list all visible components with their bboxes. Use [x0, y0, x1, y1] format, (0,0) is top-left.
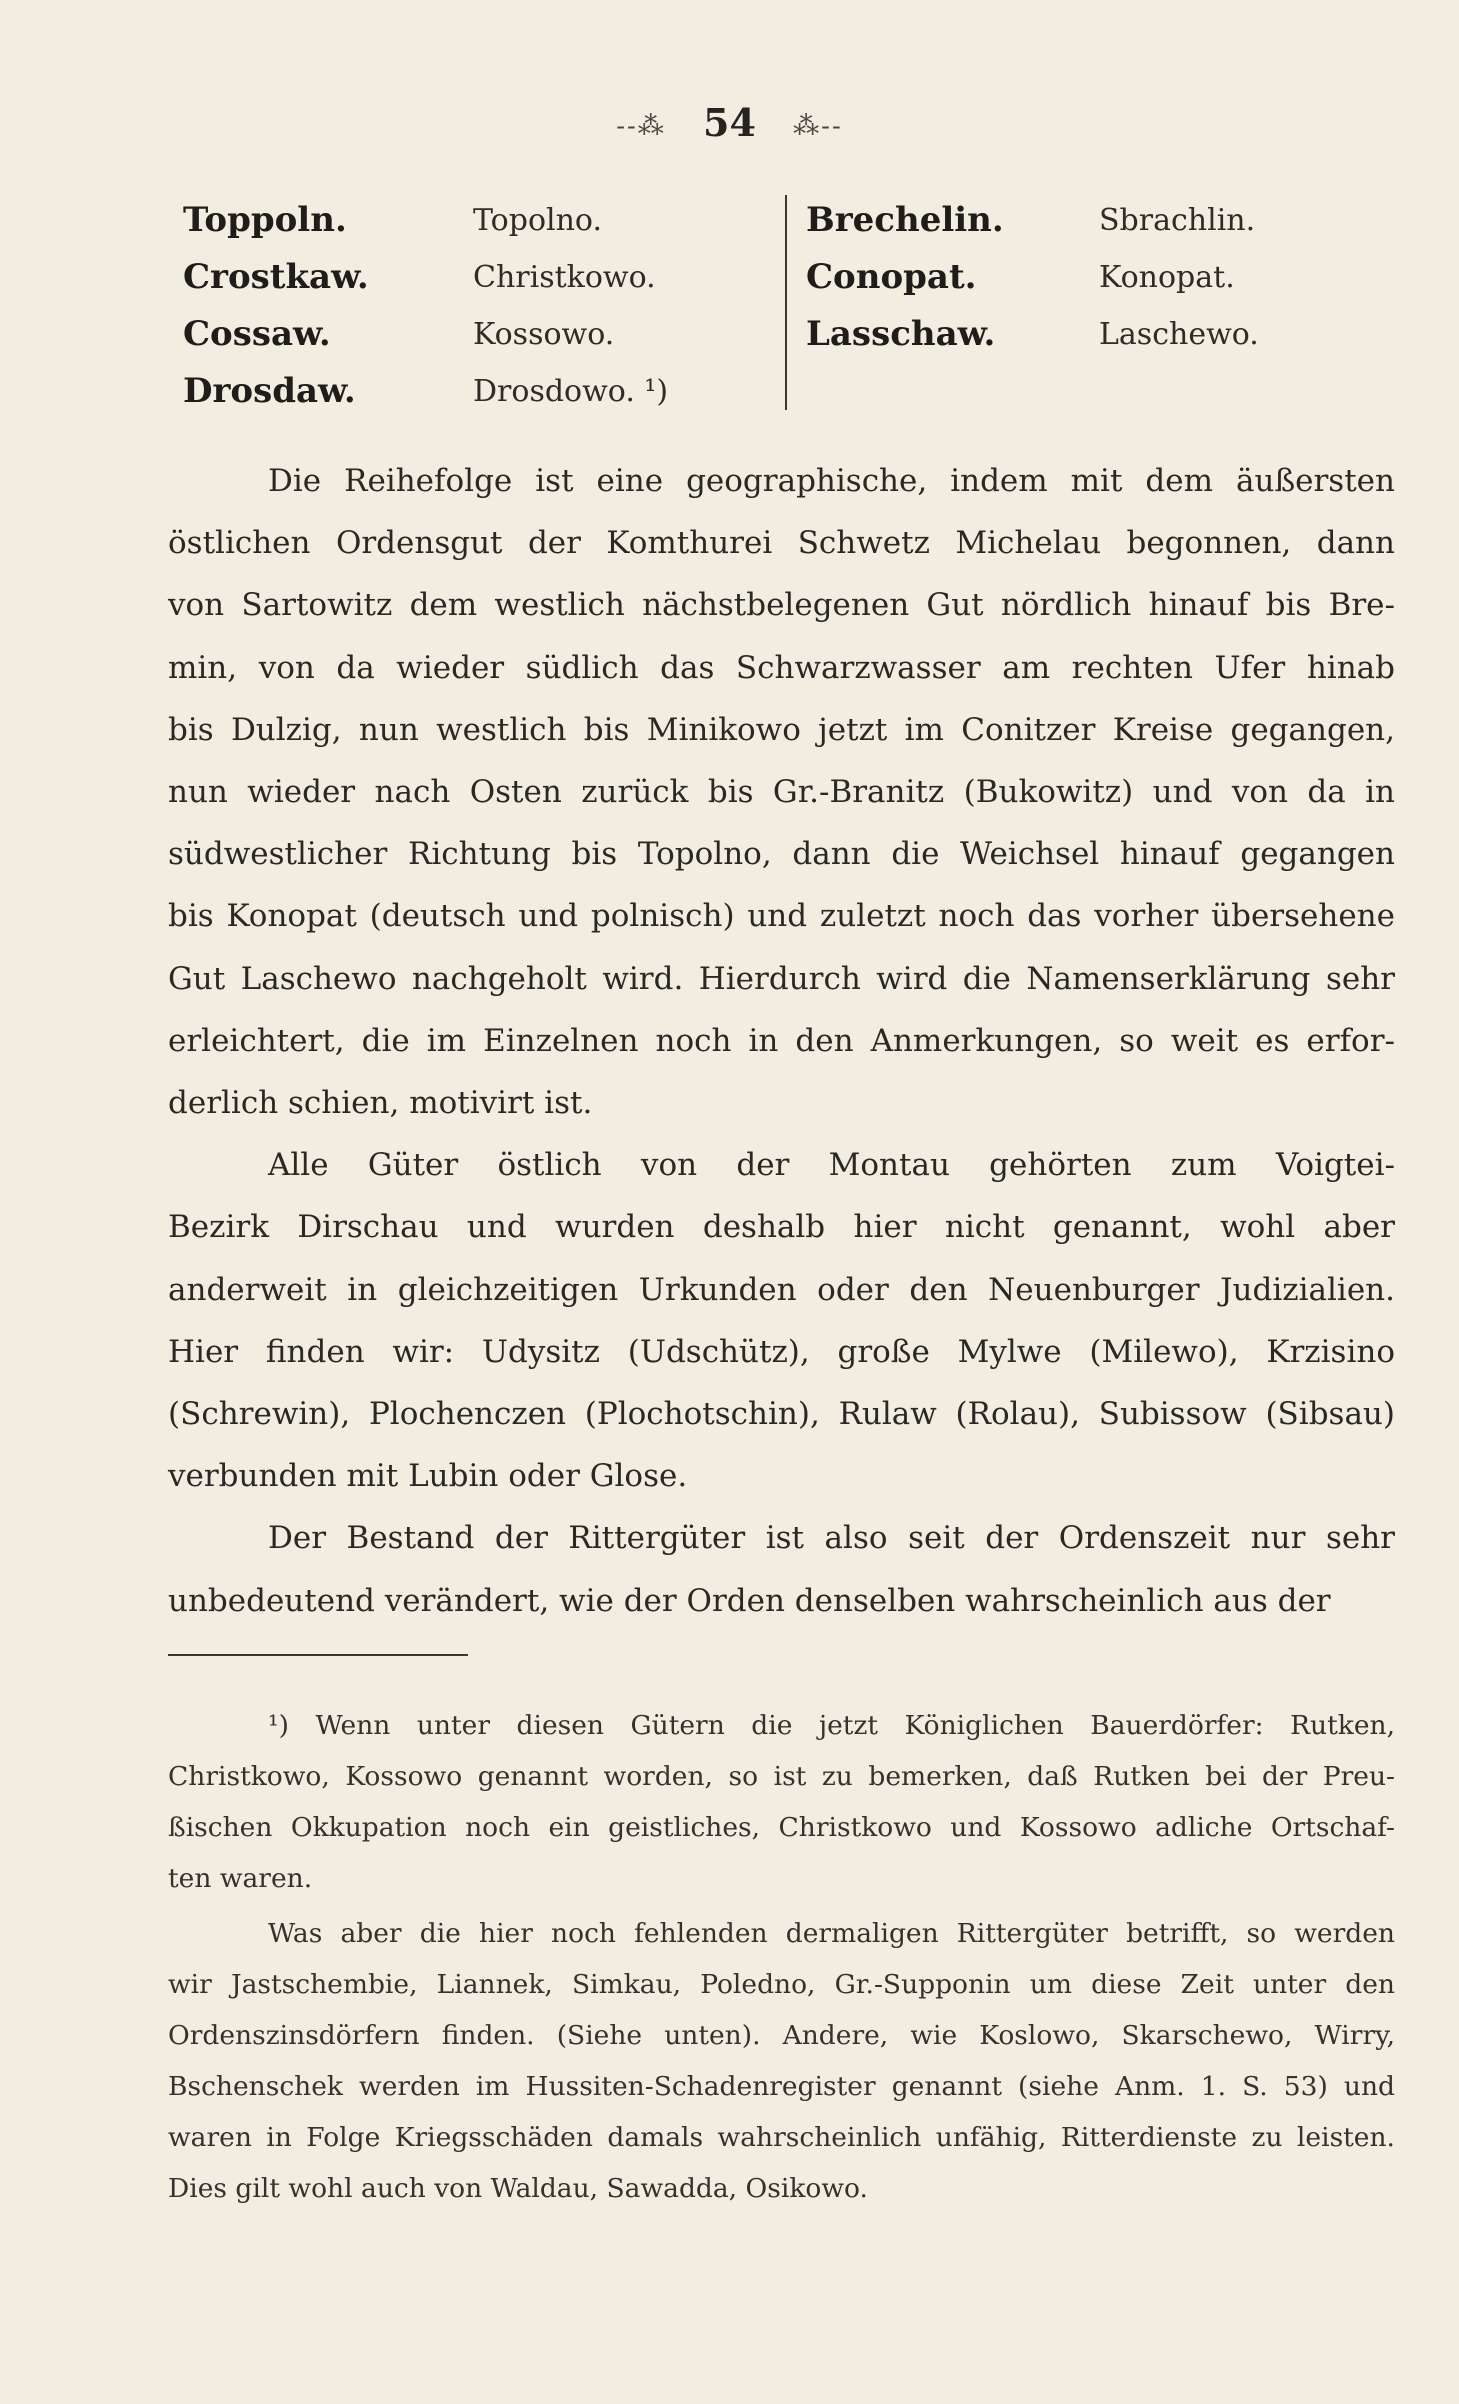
footnote-1	[168, 1700, 1395, 1904]
text-line: anderweit in gleichzeitigen Urkunden oder den Neuenburger Judizialien.	[168, 1271, 1395, 1308]
footnote-line: Bschenschek werden im Hussiten-Schadenregister genannt (siehe Anm. 1. S. 53) und	[168, 2071, 1395, 2102]
text-line: bis Dulzig, nun westlich bis Minikowo jetzt im Conitzer Kreise gegangen,	[168, 711, 1395, 748]
footnote-continuation	[168, 1908, 1395, 2214]
text-line: derlich schien, motivirt ist.	[168, 1085, 593, 1122]
modern-names-right-column	[1099, 192, 1259, 363]
text-line: min, von da wieder südlich das Schwarzwasser am rechten Ufer hinab	[168, 649, 1395, 686]
text-line: östlichen Ordensgut der Komthurei Schwetz Michelau begonnen, dann	[168, 525, 1395, 562]
page-number: 54	[703, 100, 756, 145]
footnotes	[168, 1700, 1395, 2214]
modern-name: Laschewo.	[1099, 317, 1259, 352]
modern-name: Sbrachlin.	[1099, 203, 1256, 238]
modern-names-left-column	[473, 192, 668, 420]
text-line: Die Reihefolge ist eine geographische, indem mit dem äußersten	[268, 463, 1395, 499]
old-name: Brechelin.	[806, 200, 1004, 240]
old-name: Toppoln.	[183, 200, 347, 240]
text-line: Bezirk Dirschau und wurden deshalb hier nicht genannt, wohl aber	[168, 1209, 1395, 1246]
modern-name: Kossowo.	[473, 317, 615, 352]
text-line: Gut Laschewo nachgeholt wird. Hierdurch wird die Namenserklärung sehr	[168, 960, 1395, 997]
text-line: südwestlicher Richtung bis Topolno, dann die Weichsel hinauf gegangen	[168, 836, 1395, 873]
main-text	[168, 450, 1395, 1632]
modern-name: Drosdowo. ¹)	[473, 374, 669, 409]
page-header	[0, 100, 1459, 145]
footnote-line: waren in Folge Kriegsschäden damals wahrscheinlich unfähig, Ritterdienste zu leisten.	[168, 2122, 1395, 2153]
old-names-right-column	[806, 192, 1004, 363]
modern-name: Topolno.	[473, 203, 602, 238]
text-line: Alle Güter östlich von der Montau gehörten zum Voigtei-	[268, 1147, 1395, 1184]
text-line: bis Konopat (deutsch und polnisch) und zuletzt noch das vorher übersehene	[168, 898, 1395, 935]
modern-name: Christkowo.	[473, 260, 656, 295]
footnote-line: ¹) Wenn unter diesen Gütern die jetzt Königlichen Bauerdörfer: Rutken,	[268, 1710, 1395, 1741]
footnote-line: Was aber die hier noch fehlenden dermaligen Rittergüter betrifft, so werden	[268, 1918, 1395, 1949]
modern-name: Konopat.	[1099, 260, 1235, 295]
footnote-line: Dies gilt wohl auch von Waldau, Sawadda, Osikowo.	[168, 2173, 868, 2204]
footnote-line: Christkowo, Kossowo genannt worden, so ist zu bemerken, daß Rutken bei der Preu-	[168, 1761, 1395, 1792]
old-name: Lasschaw.	[806, 314, 996, 354]
old-name: Cossaw.	[183, 314, 331, 354]
footnote-line: wir Jastschembie, Liannek, Simkau, Poledno, Gr.-Supponin um diese Zeit unter den	[168, 1969, 1395, 2000]
footnote-line: ten waren.	[168, 1863, 313, 1894]
header-ornament-left: --⁂	[616, 111, 666, 142]
place-name-table	[183, 192, 1303, 420]
footnote-line: Ordenszinsdörfern finden. (Siehe unten). Andere, wie Koslowo, Skarschewo, Wirry,	[168, 2020, 1395, 2051]
old-name: Crostkaw.	[183, 257, 369, 297]
old-names-left-column	[183, 192, 369, 420]
header-ornament-right: ⁂--	[793, 111, 843, 142]
footnote-line: ßischen Okkupation noch ein geistliches, Christkowo und Kossowo adliche Ortschaf-	[168, 1812, 1395, 1843]
text-line: Der Bestand der Rittergüter ist also seit der Ordenszeit nur sehr	[268, 1520, 1395, 1557]
paragraph-1	[168, 450, 1395, 1134]
old-name: Conopat.	[806, 257, 977, 297]
text-line: (Schrewin), Plochenczen (Plochotschin), Rulaw (Rolau), Subissow (Sibsau)	[168, 1396, 1395, 1433]
text-line: Hier finden wir: Udysitz (Udschütz), große Mylwe (Milewo), Krzisino	[168, 1333, 1395, 1370]
text-line: erleichtert, die im Einzelnen noch in den Anmerkungen, so weit es erfor-	[168, 1022, 1395, 1059]
text-line: unbedeutend verändert, wie der Orden denselben wahrscheinlich aus der	[168, 1582, 1331, 1619]
table-column-divider	[785, 195, 787, 410]
text-line: nun wieder nach Osten zurück bis Gr.-Branitz (Bukowitz) und von da in	[168, 774, 1395, 811]
footnote-separator	[168, 1654, 468, 1656]
text-line: verbunden mit Lubin oder Glose.	[168, 1458, 688, 1495]
paragraph-3	[168, 1507, 1395, 1631]
old-name: Drosdaw.	[183, 371, 356, 411]
text-line: von Sartowitz dem westlich nächstbelegenen Gut nördlich hinauf bis Bre-	[168, 587, 1395, 624]
paragraph-2	[168, 1134, 1395, 1507]
